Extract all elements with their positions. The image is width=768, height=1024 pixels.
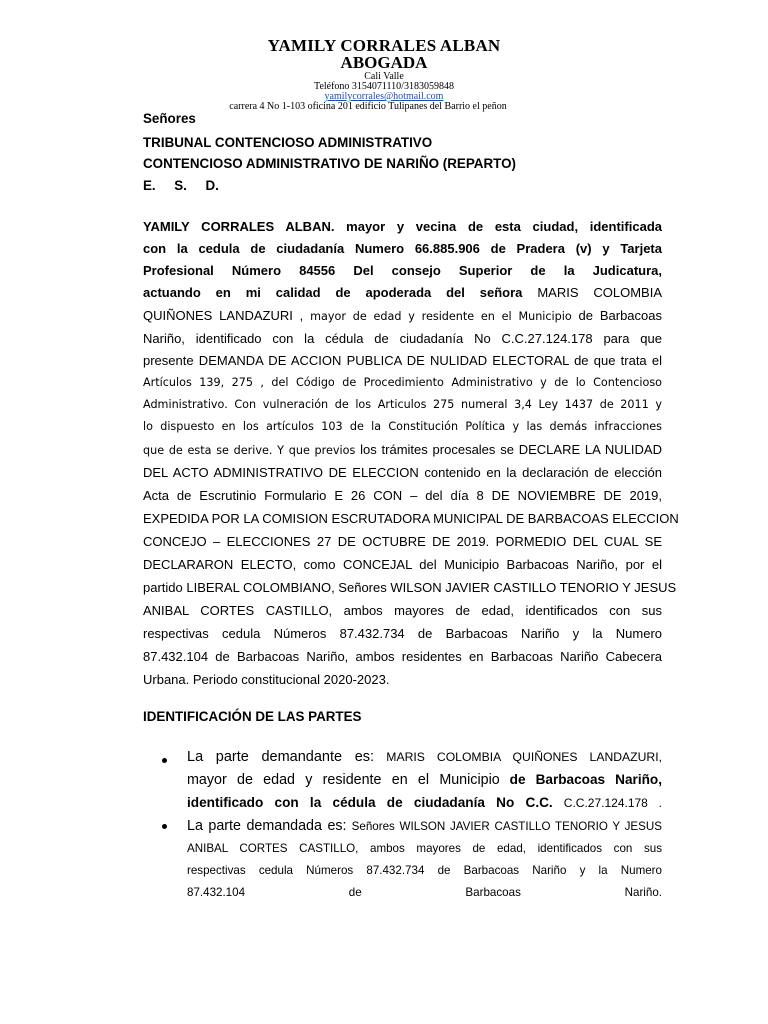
body-line-6: Nariño, identificado con la cédula de ciudadanía No C.C.27.124.178 para que — [143, 331, 662, 346]
letterhead-city: Cali Valle — [364, 71, 404, 82]
body-line-5 — [143, 308, 662, 323]
claimant-residence: mayor de edad y residente en el Municipio — [187, 772, 500, 788]
body-line-3: Profesional Número 84556 Del consejo Superior de la Judicatura, — [143, 263, 662, 278]
body-line-5-client: QUIÑONES LANDAZURI , — [143, 308, 304, 323]
body-line-20: 87.432.104 de Barbacoas Nariño, ambos residentes en Barbacoas Nariño Cabecera — [143, 649, 662, 664]
recipient-line-1: TRIBUNAL CONTENCIOSO ADMINISTRATIVO — [143, 135, 433, 150]
body-line-19: respectivas cedula Números 87.432.734 de Barbacoas Nariño y la Numero — [143, 626, 662, 641]
letterhead-name: YAMILY CORRALES ALBAN — [267, 36, 501, 55]
body-line-5-text: mayor de edad y residente en el Municipio — [310, 310, 572, 323]
body-line-10: lo dispuesto en los artículos 103 de la Constitución Política y las demás infracciones — [143, 420, 662, 433]
body-line-2: con la cedula de ciudadanía Numero 66.885.906 de Pradera (v) y Tarjeta — [143, 241, 662, 256]
salutation: Señores — [143, 111, 196, 126]
defendant-line-2: ANIBAL CORTES CASTILLO, ambos mayores de edad, identificados con sus — [187, 842, 662, 855]
letterhead-email-link[interactable]: yamilycorrales@hotmail.com — [324, 91, 444, 102]
body-line-14: EXPEDIDA POR LA COMISION ESCRUTADORA MUNICIPAL DE BARBACOAS ELECCION — [143, 511, 679, 526]
recipient-esd: E. S. D. — [143, 178, 219, 193]
body-line-12: DEL ACTO ADMINISTRATIVO DE ELECCION contenido en la declaración de elección — [143, 465, 662, 480]
body-line-4-bold: actuando en mi calidad de apoderada del señora — [143, 285, 523, 300]
body-line-11 — [143, 442, 662, 457]
letterhead-profession: ABOGADA — [340, 53, 428, 72]
body-line-9: Administrativo. Con vulneración de los Articulos 275 numeral 3,4 Ley 1437 de 2011 y — [143, 398, 662, 411]
claimant-name: MARIS COLOMBIA QUIÑONES LANDAZURI, — [386, 750, 663, 764]
bullet-icon — [162, 824, 167, 829]
body-line-16: DECLARARON ELECTO, como CONCEJAL del Municipio Barbacoas Nariño, por el — [143, 557, 662, 572]
body-line-5-place: de Barbacoas — [578, 308, 662, 323]
bullet-icon — [162, 758, 167, 763]
defendant-label: La parte demandada es: — [187, 818, 347, 834]
claimant-label: La parte demandante es: — [187, 749, 375, 765]
parties-heading: IDENTIFICACIÓN DE LAS PARTES — [143, 709, 362, 724]
letterhead-address: carrera 4 No 1-103 oficina 201 edificio Tulipanes del Barrio el peñon — [229, 101, 507, 112]
body-line-8: Artículos 139, 275 , del Código de Procedimiento Administrativo y de lo Contencioso — [143, 376, 662, 389]
defendant-line-3: respectivas cedula Números 87.432.734 de Barbacoas Nariño y la Numero — [187, 864, 662, 877]
claimant-id-label: identificado con la cédula de ciudadanía No C.C. — [187, 795, 553, 810]
defendant-line-4: 87.432.104 de Barbacoas Nariño. — [187, 886, 662, 899]
claimant-line-1 — [187, 749, 662, 765]
defendant-names: Señores WILSON JAVIER CASTILLO TENORIO Y JESUS — [351, 820, 662, 833]
claimant-municipality: de Barbacoas Nariño, — [509, 772, 662, 787]
body-line-15: CONCEJO – ELECCIONES 27 DE OCTUBRE DE 2019. PORMEDIO DEL CUAL SE — [143, 534, 662, 549]
recipient-line-2: CONTENCIOSO ADMINISTRATIVO DE NARIÑO (REPARTO) — [143, 156, 516, 171]
claimant-id-number: C.C.27.124.178 . — [563, 796, 662, 810]
body-line-18: ANIBAL CORTES CASTILLO, ambos mayores de edad, identificados con sus — [143, 603, 662, 618]
body-line-11-text: que de esta se derive. Y que previos — [143, 444, 356, 457]
claimant-line-3 — [187, 795, 662, 810]
letterhead-phone: Teléfono 3154071110/3183059848 — [314, 81, 454, 92]
body-line-4 — [143, 285, 662, 300]
defendant-line-1 — [187, 818, 662, 834]
body-line-11-declare: los trámites procesales se DECLARE LA NULIDAD — [360, 442, 662, 457]
claimant-line-2 — [187, 772, 662, 788]
body-line-1: YAMILY CORRALES ALBAN. mayor y vecina de esta ciudad, identificada — [143, 219, 662, 234]
body-line-17: partido LIBERAL COLOMBIANO, Señores WILSON JAVIER CASTILLO TENORIO Y JESUS — [143, 580, 677, 595]
body-line-4-client: MARIS COLOMBIA — [537, 285, 662, 300]
body-line-21: Urbana. Periodo constitucional 2020-2023. — [143, 672, 390, 687]
body-line-7: presente DEMANDA DE ACCION PUBLICA DE NULIDAD ELECTORAL de que trata el — [143, 353, 662, 368]
body-line-13: Acta de Escrutinio Formulario E 26 CON – del día 8 DE NOVIEMBRE DE 2019, — [143, 488, 662, 503]
